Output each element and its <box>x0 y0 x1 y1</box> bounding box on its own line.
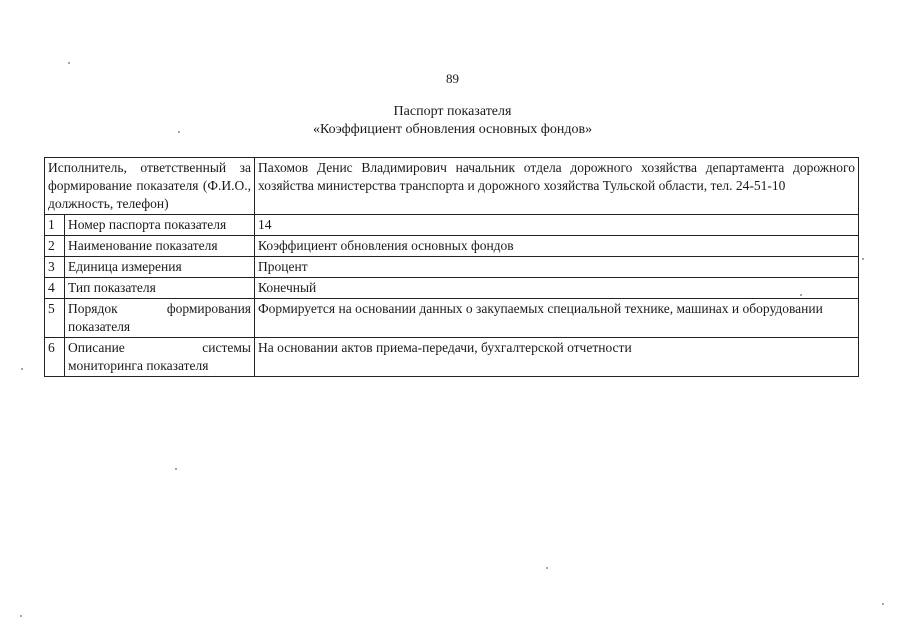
scan-speck <box>20 615 22 617</box>
row-number: 6 <box>45 338 65 377</box>
table-row <box>45 338 859 377</box>
table-row <box>45 215 859 236</box>
row-number: 4 <box>45 278 65 299</box>
document-heading <box>0 103 905 139</box>
row-label: Описание системы мониторинга показателя <box>65 338 255 377</box>
executor-value: Пахомов Денис Владимирович начальник отдела дорожного хозяйства департамента дорожного хозяйства министерства транспорта и дорожного хозяйства Тульской области, тел. 24-51-10 <box>255 158 859 215</box>
row-value: Конечный <box>255 278 859 299</box>
table-row <box>45 299 859 338</box>
row-label: Единица измерения <box>65 257 255 278</box>
scan-speck <box>21 368 23 370</box>
table-row-executor <box>45 158 859 215</box>
row-value: Формируется на основании данных о закупаемых специальной технике, машинах и оборудовании <box>255 299 859 338</box>
executor-label: Исполнитель, ответственный за формирование показателя (Ф.И.О., должность, телефон) <box>45 158 255 215</box>
row-number: 3 <box>45 257 65 278</box>
scan-speck <box>882 603 884 605</box>
heading-subtitle: «Коэффициент обновления основных фондов» <box>312 122 593 137</box>
row-number: 5 <box>45 299 65 338</box>
row-value: Процент <box>255 257 859 278</box>
table-row <box>45 278 859 299</box>
row-value: Коэффициент обновления основных фондов <box>255 236 859 257</box>
row-label: Наименование показателя <box>65 236 255 257</box>
row-label: Порядок формирования показателя <box>65 299 255 338</box>
scan-speck <box>800 294 802 296</box>
scan-speck <box>68 62 70 64</box>
table-row <box>45 257 859 278</box>
scan-speck <box>178 131 180 133</box>
row-value: На основании актов приема-передачи, бухгалтерской отчетности <box>255 338 859 377</box>
row-label: Тип показателя <box>65 278 255 299</box>
table-row <box>45 236 859 257</box>
row-value: 14 <box>255 215 859 236</box>
scan-speck <box>862 258 864 260</box>
row-number: 1 <box>45 215 65 236</box>
row-number: 2 <box>45 236 65 257</box>
indicator-passport-table <box>44 157 859 377</box>
scan-speck <box>546 567 548 569</box>
row-label: Номер паспорта показателя <box>65 215 255 236</box>
page-number: 89 <box>446 71 459 86</box>
scan-speck <box>175 468 177 470</box>
heading-title: Паспорт показателя <box>393 104 512 119</box>
